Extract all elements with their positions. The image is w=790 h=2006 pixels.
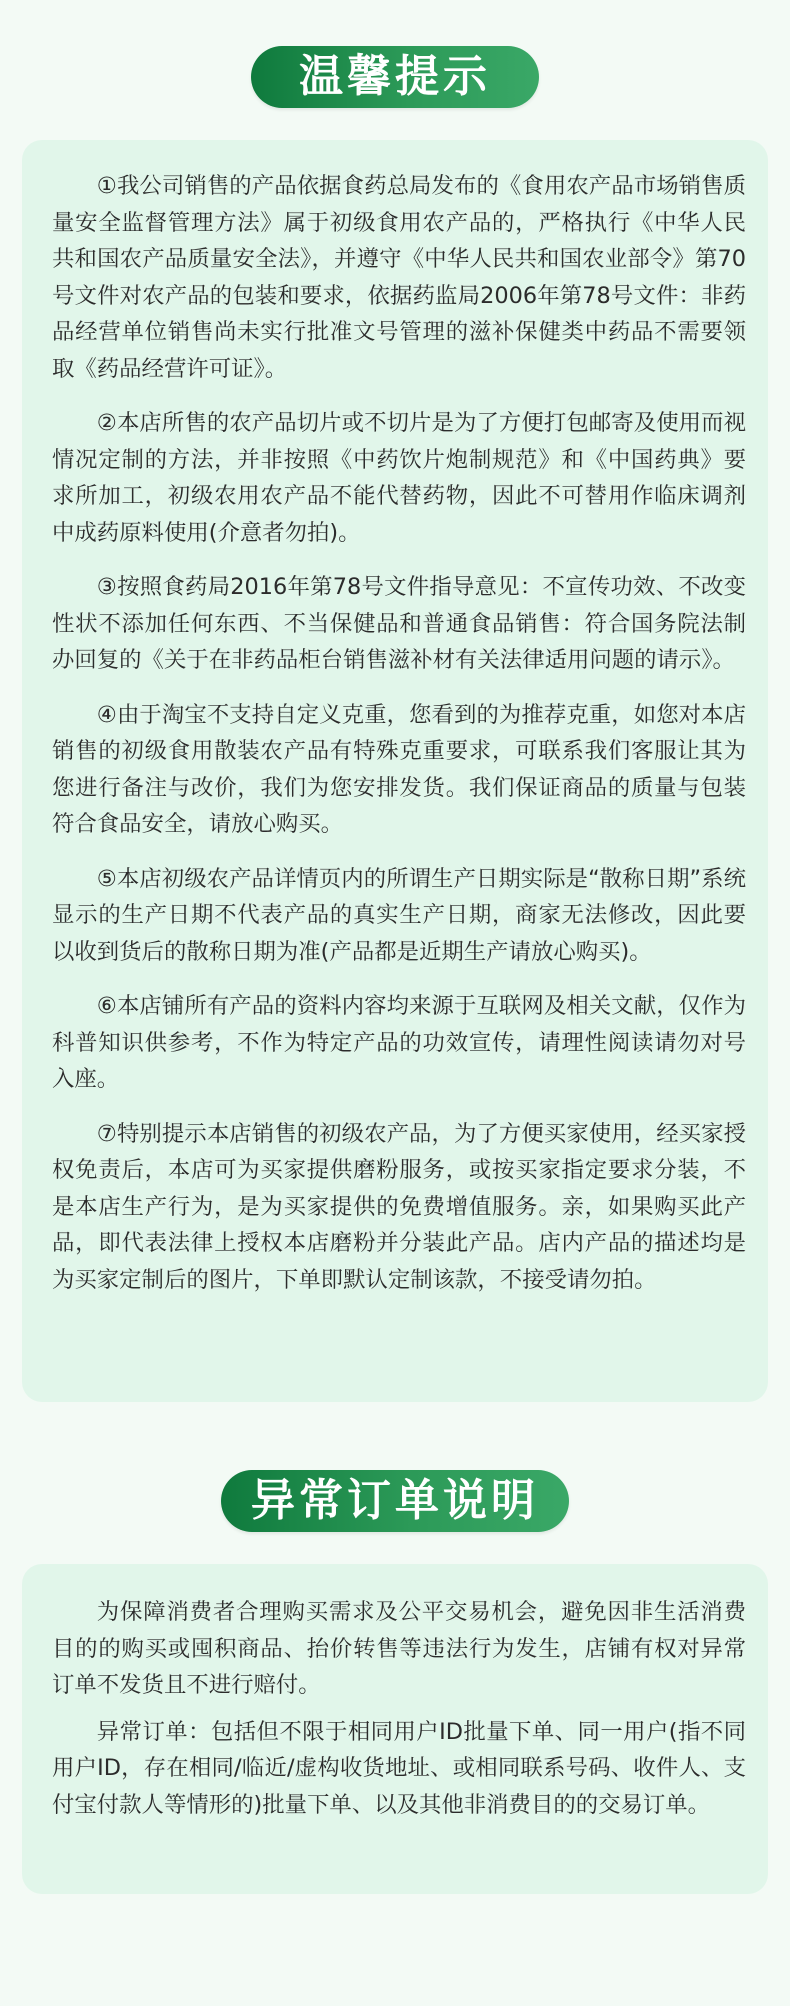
notice-title: 温馨提示 (251, 46, 539, 108)
abnormal-orders-card (22, 1564, 768, 1894)
notice-paragraph-4: ④由于淘宝不支持自定义克重，您看到的为推荐克重，如您对本店销售的初级食用散装农产品有特殊克重要求，可联系我们客服让其为您进行备注与改价，我们为您安排发货。我们保证商品的质量与包装符合食品安全，请放心购买。 (52, 701, 746, 837)
notice-paragraph-1: ①我公司销售的产品依据食药总局发布的《食用农产品市场销售质量安全监督管理方法》属于初级食用农产品的，严格执行《中华人民共和国农产品质量安全法》，并遵守《中华人民共和国农业部令》第70号文件对农产品的包装和要求，依据药监局2006年第78号文件：非药品经营单位销售尚未实行批准文号管理的滋补保健类中药品不需要领取《药品经营许可证》。 (52, 173, 746, 382)
abnormal-orders-paragraph-2: 异常订单：包括但不限于相同用户ID批量下单、同一用户(指不同用户ID，存在相同/临近/虚构收货地址、或相同联系号码、收件人、支付宝付款人等情形的)批量下单、以及其他非消费目的的交易订单。 (52, 1718, 746, 1818)
notice-paragraph-3: ③按照食药局2016年第78号文件指导意见：不宣传功效、不改变性状不添加任何东西、不当保健品和普通食品销售：符合国务院法制办回复的《关于在非药品柜台销售滋补材有关法律适用问题的请示》。 (52, 574, 746, 673)
abnormal-orders-paragraph-1: 为保障消费者合理购买需求及公平交易机会，避免因非生活消费目的的购买或囤积商品、抬价转售等违法行为发生，店铺有权对异常订单不发货且不进行赔付。 (52, 1599, 746, 1698)
notice-card (22, 140, 768, 1402)
notice-paragraph-5: ⑤本店初级农产品详情页内的所谓生产日期实际是“散称日期”系统显示的生产日期不代表产品的真实生产日期，商家无法修改，因此要以收到货后的散称日期为准(产品都是近期生产请放心购买)。 (52, 865, 746, 965)
abnormal-orders-title: 异常订单说明 (221, 1470, 569, 1532)
notice-paragraph-7: ⑦特别提示本店销售的初级农产品，为了方便买家使用，经买家授权免责后，本店可为买家提供磨粉服务，或按买家指定要求分装，不是本店生产行为，是为买家提供的免费增值服务。亲，如果购买此产品，即代表法律上授权本店磨粉并分装此产品。店内产品的描述均是为买家定制后的图片，下单即默认定制该款，不接受请勿拍。 (52, 1120, 746, 1293)
notice-paragraph-2: ②本店所售的农产品切片或不切片是为了方便打包邮寄及使用而视情况定制的方法，并非按照《中药饮片炮制规范》和《中国药典》要求所加工，初级农用农产品不能代替药物，因此不可替用作临床调剂中成药原料使用(介意者勿拍)。 (52, 410, 746, 546)
notice-paragraph-6: ⑥本店铺所有产品的资料内容均来源于互联网及相关文献，仅作为科普知识供参考，不作为特定产品的功效宣传，请理性阅读请勿对号入座。 (52, 993, 746, 1092)
